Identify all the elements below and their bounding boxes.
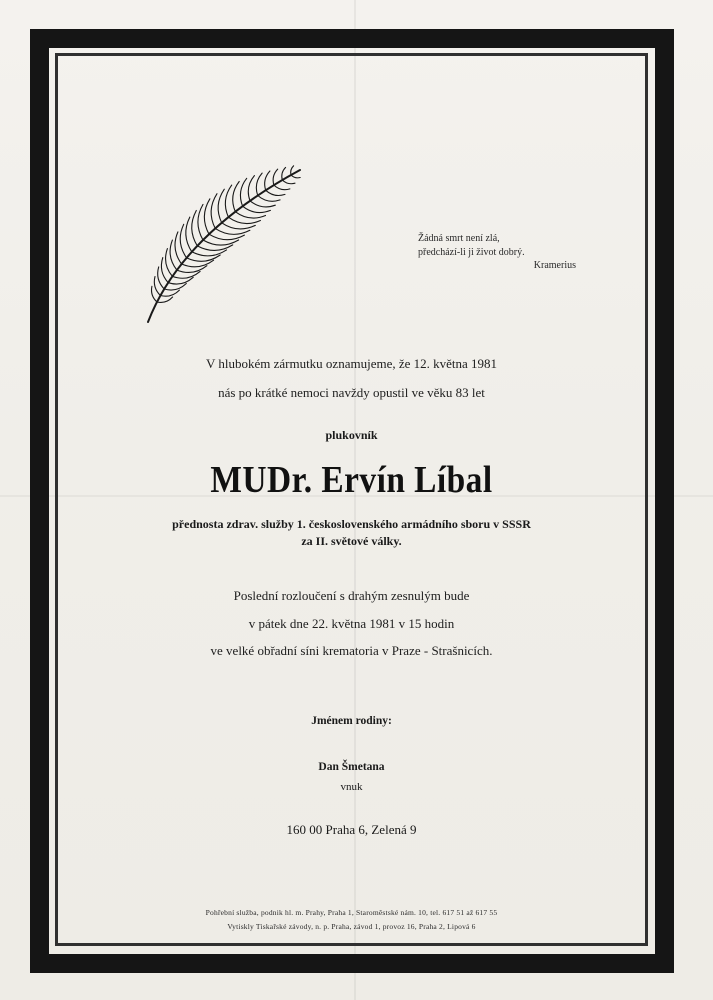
palm-frond-icon [142,164,312,324]
funeral-line-1: Poslední rozloučení s drahým zesnulým bude [233,588,470,603]
funeral-line-2: v pátek dne 22. května 1981 v 15 hodin [248,616,455,631]
printer-line-1: Pohřební služba, podnik hl. m. Prahy, Praha 1, Staroměstské nám. 10, tel. 617 51 až 617 55 [205,908,498,917]
quote-line-1: Žádná smrt není zlá, [418,233,500,244]
funeral-line-3: ve velké obřadní síni krematoria v Praze - Strašnicích. [210,643,493,658]
announcement-line-1: V hlubokém zármutku oznamujeme, že 12. května 1981 [205,356,498,371]
epigraph-quote [418,232,588,273]
announcement-line-2: nás po krátké nemoci navždy opustil ve věku 83 let [218,385,485,400]
family-member-relation: vnuk [340,781,363,793]
deceased-position-line-1: přednosta zdrav. služby 1. československého armádního sboru v SSSR [172,517,531,531]
deceased-name: MUDr. Ervín Líbal [210,459,493,501]
deceased-rank: plukovník [325,428,378,442]
family-label: Jménem rodiny: [311,715,392,727]
obituary-content [58,56,645,943]
quote-author: Kramerius [533,260,576,271]
deceased-position-line-2: za II. světové války. [301,534,402,548]
printer-line-2: Vytiskly Tiskařské závody, n. p. Praha, závod 1, provoz 16, Praha 2, Lipová 6 [227,922,476,931]
quote-line-2: předchází-li ji život dobrý. [418,246,525,258]
family-member-name: Dan Šmetana [318,761,385,773]
family-address: 160 00 Praha 6, Zelená 9 [286,822,417,837]
